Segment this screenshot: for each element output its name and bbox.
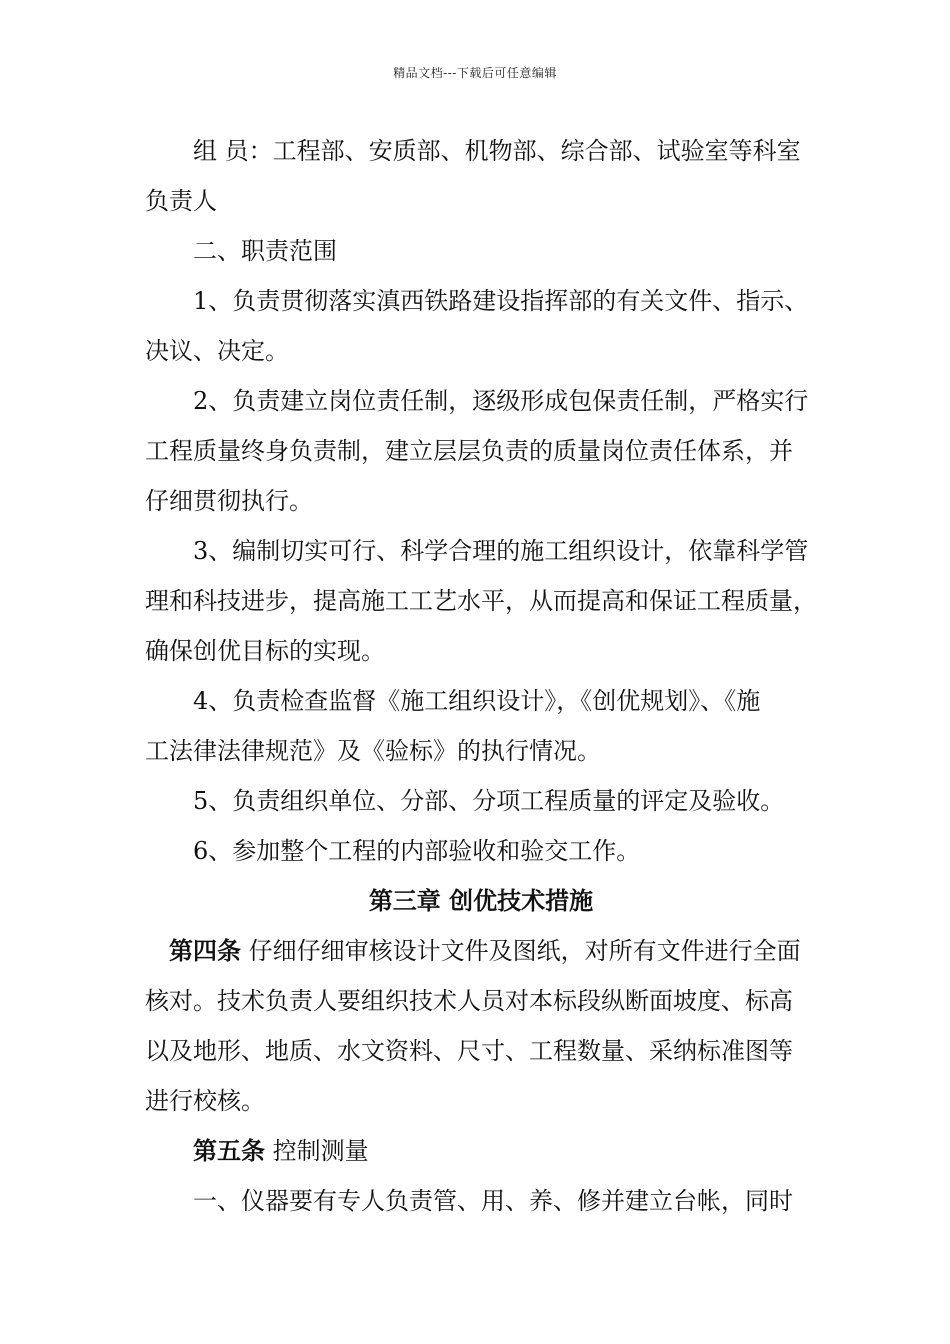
duty-item-6: 6、参加整个工程的内部验收和验交工作。 <box>193 837 641 865</box>
article-4-continued: 进行校核。 <box>145 1087 265 1115</box>
article-4-label: 第四条 <box>169 936 241 965</box>
duty-item-3-continued: 确保创优目标的实现。 <box>145 637 385 665</box>
duty-item-1-continued: 决议、决定。 <box>145 337 289 365</box>
page-header: 精品文档---下载后可任意编辑 <box>393 66 557 80</box>
article-4 <box>145 926 817 976</box>
members-line-continued: 负责人 <box>145 187 217 215</box>
duty-item-3-continued: 理和科技进步，提高施工工艺水平，从而提高和保证工程质量， <box>145 587 817 615</box>
duty-item-4: 4、负责检查监督《施工组织设计》，《创优规划》、《施 <box>193 687 761 715</box>
duty-item-2-continued: 仔细贯彻执行。 <box>145 487 313 515</box>
article-4-continued: 核对。技术负责人要组织技术人员对本标段纵断面坡度、标高 <box>145 987 793 1015</box>
duty-item-4-continued: 工法律法律规范》及《验标》的执行情况。 <box>145 737 601 765</box>
article-4-text: 仔细仔细审核设计文件及图纸，对所有文件进行全面 <box>241 937 801 965</box>
article-5-label: 第五条 <box>193 1136 265 1165</box>
chapter-heading: 第三章 创优技术措施 <box>368 886 594 915</box>
members-line: 组 员：工程部、安质部、机物部、综合部、试验室等科室 <box>193 137 801 165</box>
article-5-text: 控制测量 <box>265 1137 369 1165</box>
duty-item-2: 2、负责建立岗位责任制，逐级形成包保责任制，严格实行 <box>193 387 809 415</box>
duty-item-1: 1、负责贯彻落实滇西铁路建设指挥部的有关文件、指示、 <box>193 287 809 315</box>
section-heading-responsibilities: 二、职责范围 <box>193 237 337 265</box>
duty-item-5: 5、负责组织单位、分部、分项工程质量的评定及验收。 <box>193 787 785 815</box>
duty-item-2-continued: 工程质量终身负责制，建立层层负责的质量岗位责任体系，并 <box>145 437 793 465</box>
article-4-continued: 以及地形、地质、水文资料、尺寸、工程数量、采纳标准图等 <box>145 1037 793 1065</box>
duty-item-3: 3、编制切实可行、科学合理的施工组织设计，依靠科学管 <box>193 537 809 565</box>
article-5 <box>145 1126 817 1176</box>
document-body <box>145 126 817 1226</box>
article-5-item-1: 一、仪器要有专人负责管、用、养、修并建立台帐，同时 <box>193 1187 793 1215</box>
